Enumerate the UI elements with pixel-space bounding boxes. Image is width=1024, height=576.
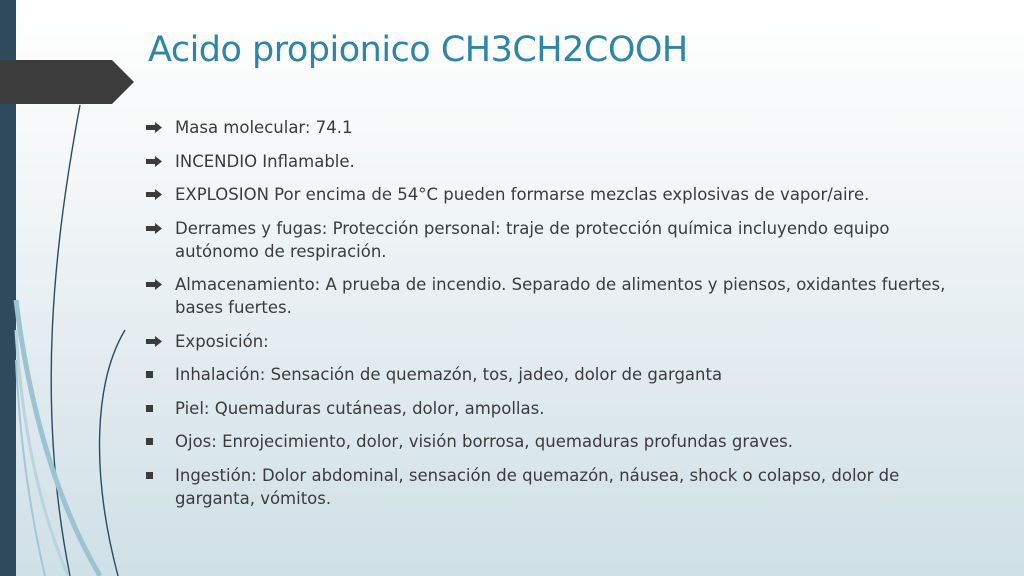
list-item bbox=[146, 430, 946, 453]
list-item bbox=[146, 150, 946, 173]
list-item bbox=[146, 273, 946, 319]
square-bullet-icon bbox=[146, 464, 175, 487]
list-item-text: Piel: Quemaduras cutáneas, dolor, ampollas. bbox=[175, 398, 545, 418]
list-item-text: Inhalación: Sensación de quemazón, tos, jadeo, dolor de garganta bbox=[175, 365, 723, 384]
list-item bbox=[146, 330, 946, 353]
slide-title: Acido propionico CH3CH2COOH bbox=[148, 30, 688, 70]
list-item-text: Exposición: bbox=[175, 331, 269, 351]
list-item bbox=[146, 397, 946, 420]
arrow-bullet-icon bbox=[146, 273, 175, 296]
square-bullet-icon bbox=[146, 363, 175, 386]
square-bullet-icon bbox=[146, 397, 175, 420]
arrow-bullet-icon bbox=[146, 217, 175, 240]
title-arrow-tab bbox=[0, 60, 134, 104]
list-item-text: EXPLOSION Por encima de 54°C pueden formarse mezclas explosivas de vapor/aire. bbox=[175, 185, 870, 204]
list-item bbox=[146, 464, 946, 510]
square-bullet-icon bbox=[146, 430, 175, 453]
list-item-text: Ojos: Enrojecimiento, dolor, visión borrosa, quemaduras profundas graves. bbox=[175, 432, 794, 451]
arrow-bullet-icon bbox=[146, 150, 175, 173]
list-item-text: Derrames y fugas: Protección personal: traje de protección química incluyendo equipo autónomo de respiración. bbox=[175, 218, 890, 261]
list-item-text: INCENDIO Inflamable. bbox=[175, 151, 355, 171]
arrow-bullet-icon bbox=[146, 330, 175, 353]
list-item bbox=[146, 183, 946, 206]
arrow-bullet-icon bbox=[146, 183, 175, 206]
list-item bbox=[146, 116, 946, 139]
list-item-text: Almacenamiento: A prueba de incendio. Separado de alimentos y piensos, oxidantes fuertes, bases fuertes. bbox=[175, 275, 946, 317]
list-item bbox=[146, 217, 946, 263]
list-item-text: Ingestión: Dolor abdominal, sensación de quemazón, náusea, shock o colapso, dolor de garganta, vómitos. bbox=[175, 465, 900, 508]
list-item-text: Masa molecular: 74.1 bbox=[175, 118, 353, 137]
list-item bbox=[146, 363, 946, 386]
arrow-bullet-icon bbox=[146, 116, 175, 139]
bullet-list bbox=[146, 116, 946, 520]
